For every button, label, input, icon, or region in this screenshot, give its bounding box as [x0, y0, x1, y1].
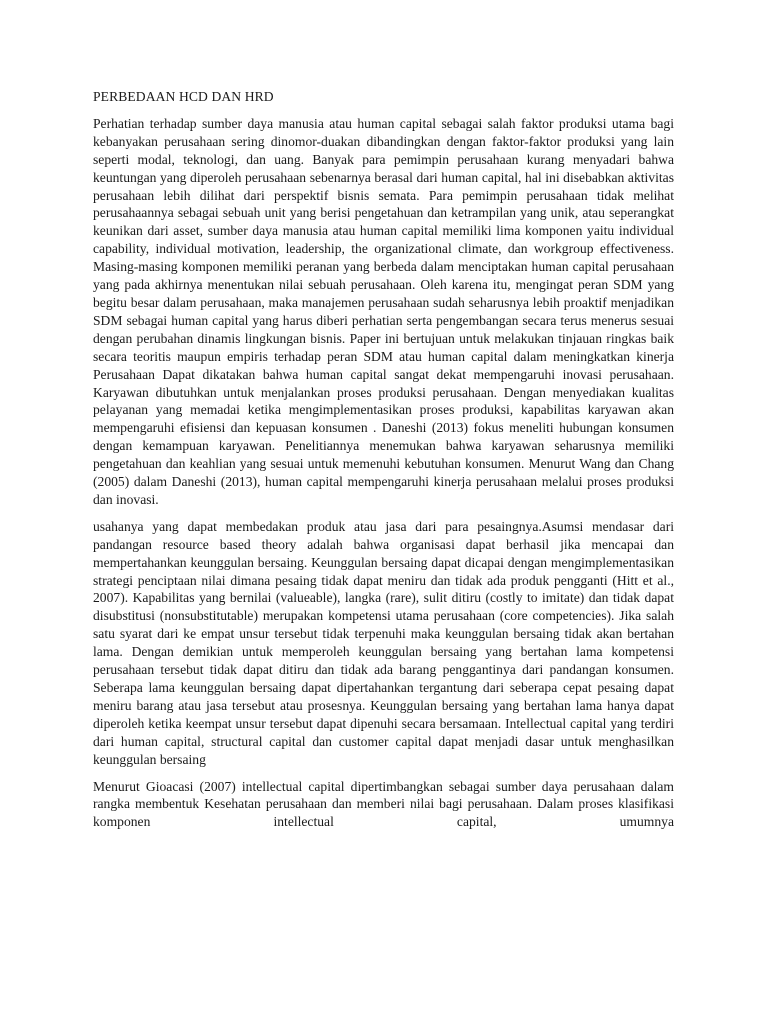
paragraph-competitive-advantage: usahanya yang dapat membedakan produk atau jasa dari para pesaingnya.Asumsi mendasar dari pandangan resource based theory adalah bahwa organisasi dapat berhasil jika mencapai dan mempertahankan keunggulan bersaing. Keunggulan bersaing dapat dicapai dengan mengimplementasikan strategi penciptaan nilai dimana pesaing tidak dapat meniru dan tidak ada produk pengganti (Hitt et al., 2007). Kapabilitas yang bernilai (valueable), langka (rare), sulit ditiru (costly to imitate) dan tidak dapat disubstitusi (nonsubstitutable) merupakan kompetensi utama perusahaan (core competencies). Jika salah satu syarat dari ke empat unsur tersebut tidak terpenuhi maka keunggulan bersaing tidak akan bertahan lama. Dengan demikian untuk memperoleh keunggulan bersaing yang bertahan lama kompetensi perusahaan tersebut tidak dapat ditiru dan tidak ada barang penggantinya dari pandangan konsumen. Seberapa lama keunggulan bersaing dapat dipertahankan tergantung dari seberapa cepat pesaing dapat meniru barang atau jasa tersebut atau prosesnya. Keunggulan bersaing yang bertahan lama hanya dapat diperoleh ketika keempat unsur tersebut dapat dipenuhi secara bersamaan. Intellectual capital yang terdiri dari human capital, structural capital dan customer capital dapat menjadi dasar untuk menghasilkan keunggulan bersaing: [93, 518, 674, 767]
paragraph-intellectual-capital: Menurut Gioacasi (2007) intellectual capital dipertimbangkan sebagai sumber daya perusahaan dalam rangka membentuk Kesehatan perusahaan dan memberi nilai bagi perusahaan. Dalam proses klasifikasi komponen intellectual capital, umumnya: [93, 778, 674, 830]
document-body: [93, 88, 674, 831]
paragraph-human-capital: Perhatian terhadap sumber daya manusia atau human capital sebagai salah faktor produksi utama bagi kebanyakan perusahaan sering dinomor-duakan dibandingkan dengan faktor-faktor produksi yang lain seperti modal, teknologi, dan uang. Banyak para pemimpin perusahaan kurang menyadari bahwa keuntungan yang diperoleh perusahaan sebenarnya berasal dari human capital, hal ini disebabkan aktivitas perusahaan lebih dilihat dari perspektif bisnis semata. Para pemimpin perusahaan tidak melihat perusahaannya sebagai sebuah unit yang berisi pengetahuan dan ketrampilan yang unik, atau seperangkat keunikan dari asset, sumber daya manusia atau human capital memiliki lima komponen yaitu individual capability, individual motivation, leadership, the organizational climate, dan workgroup effectiveness. Masing-masing komponen memiliki peranan yang berbeda dalam menciptakan human capital perusahaan yang pada akhirnya menentukan nilai sebuah perusahaan. Oleh karena itu, mengingat peran SDM yang begitu besar dalam perusahaan, maka manajemen perusahaan sudah seharusnya lebih proaktif menjadikan SDM sebagai human capital yang harus diberi perhatian serta pengembangan secara terus menerus sesuai dengan perubahan dinamis lingkungan bisnis. Paper ini bertujuan untuk melakukan tinjauan ringkas baik secara teoritis maupun empiris terhadap peran SDM atau human capital dalam meningkatkan kinerja Perusahaan Dapat dikatakan bahwa human capital sangat dekat mempengaruhi inovasi perusahaan. Karyawan dibutuhkan untuk menjalankan proses produksi perusahaan. Dengan menyediakan kualitas pelayanan yang memadai ketika mengimplementasikan proses produksi, kapabilitas karyawan akan mempengaruhi efisiensi dan kepuasan konsumen . Daneshi (2013) fokus meneliti hubungan konsumen dengan kemampuan karyawan. Penelitiannya menemukan bahwa karyawan seharusnya memiliki pengetahuan dan keahlian yang sesuai untuk memenuhi kebutuhan konsumen. Menurut Wang dan Chang (2005) dalam Daneshi (2013), human capital mempengaruhi kinerja perusahaan melalui proses produksi dan inovasi.: [93, 115, 674, 507]
document-title: PERBEDAAN HCD DAN HRD: [93, 89, 274, 104]
